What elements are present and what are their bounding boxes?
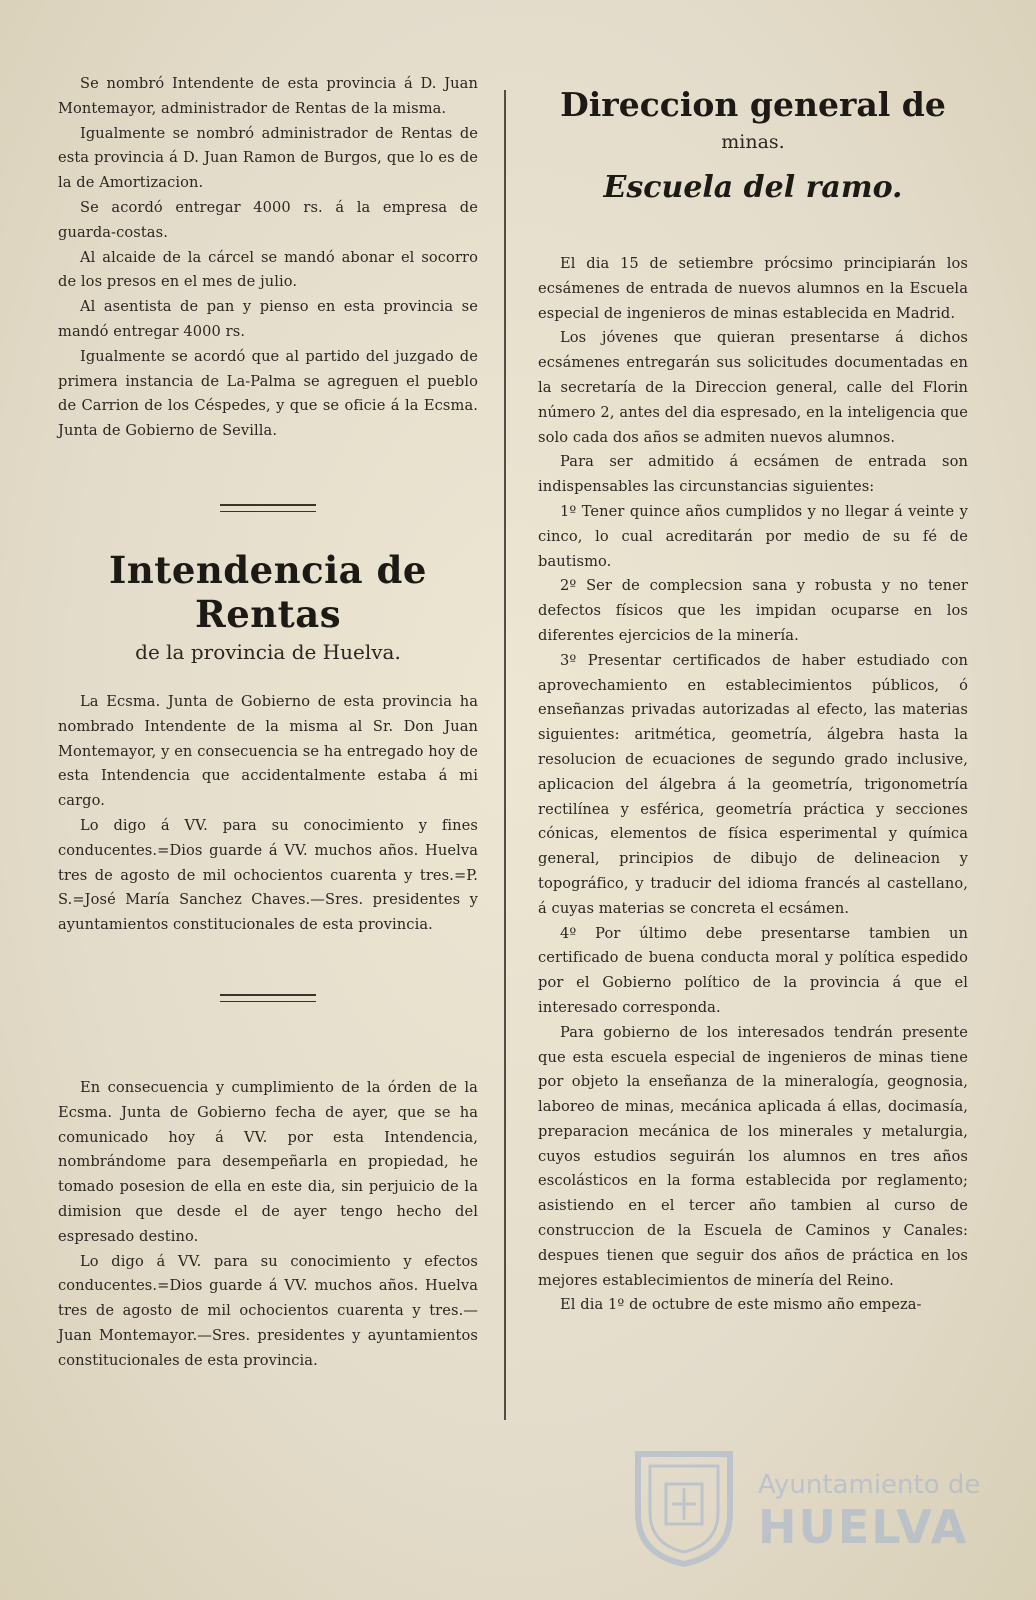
left-column — [58, 72, 478, 1373]
watermark-line2: HUELVA — [758, 1500, 969, 1554]
list-item-1: 1º Tener quince años cumplidos y no llegar á veinte y cinco, lo cual acreditarán por medio de su fé de bautismo. — [538, 502, 968, 570]
paragraph-ecsamenes: El dia 15 de setiembre prócsimo principiarán los ecsámenes de entrada de nuevos alumnos en la Escuela especial de ingenieros de minas establecida en Madrid. — [538, 255, 968, 322]
section-heading-minas: minas. — [721, 131, 785, 153]
watermark — [618, 1442, 981, 1582]
paragraph-gobierno-interesados: Para gobierno de los interesados tendrán presente que esta escuela especial de ingenieros de minas tiene por objeto la enseñanza de la mineralogía, geognosia, laboreo de minas, mecánica aplicada á ellas, docimasía, preparacion mecánica de los minerales y metalurgia, cuyos estudios seguirán los alumnos en tres años escolásticos en la forma establecida por reglamento; asistiendo en el tercer año tambien al curso de construccion de la Escuela de Caminos y Canales: despues tienen que seguir dos años de práctica en los mejores establecimientos de minería del Reino. — [538, 1023, 968, 1289]
coat-of-arms-icon — [630, 1444, 738, 1568]
section-heading-intendencia: Intendencia de Rentas — [109, 547, 427, 636]
list-item-4: 4º Por último debe presentarse tambien un certificado de buena conducta moral y política espedido por el Gobierno político de la provincia á que el interesado corresponda. — [538, 924, 968, 1016]
paragraph-requisitos: Para ser admitido á ecsámen de entrada son indispensables las circunstancias siguientes: — [538, 453, 968, 496]
column-divider — [504, 90, 506, 1420]
section-separator — [220, 994, 316, 1002]
paragraph-guarda-costas: Se acordó entregar 4000 rs. á la empresa de guarda-costas. — [58, 198, 478, 241]
paragraph-octubre: El dia 1º de octubre de este mismo año empeza- — [560, 1296, 922, 1314]
watermark-line1: Ayuntamiento de — [758, 1470, 981, 1500]
paragraph-junta-nombramiento: La Ecsma. Junta de Gobierno de esta provincia ha nombrado Intendente de la misma al Sr. Don Juan Montemayor, y en consecuencia se ha entregado hoy de esta Intendencia que accidentalmente estaba á mi cargo. — [58, 692, 478, 810]
paragraph-jovenes: Los jóvenes que quieran presentarse á dichos ecsámenes entregarán sus solicitudes documentadas en la secretaría de la Direccion general, calle del Florin número 2, antes del dia espresado, en la inteligencia que solo cada dos años se admiten nuevos alumnos. — [538, 329, 968, 446]
paragraph-consecuencia: En consecuencia y cumplimiento de la órden de la Ecsma. Junta de Gobierno fecha de ayer, que se ha comunicado hoy á VV. por esta Intendencia, nombrándome para desempeñarla en propiedad, he tomado posesion de ella en este dia, sin perjuicio de la dimision que desde el de ayer tengo hecho del espresado destino. — [58, 1078, 478, 1245]
section-title-escuela: Escuela del ramo. — [603, 170, 903, 205]
paragraph-alcaide: Al alcaide de la cárcel se mandó abonar el socorro de los presos en el mes de julio. — [58, 248, 478, 291]
section-subheading-provincia: de la provincia de Huelva. — [135, 639, 401, 664]
list-item-2: 2º Ser de complecsion sana y robusta y no tener defectos físicos que les impidan ocuparse en los diferentes ejercicios de la minería. — [538, 577, 968, 644]
section-separator — [220, 504, 316, 512]
paragraph-administrador: Igualmente se nombró administrador de Rentas de esta provincia á D. Juan Ramon de Burgos, que lo es de la de Amortizacion. — [58, 124, 478, 192]
section-heading-direccion: Direccion general de — [560, 85, 946, 124]
paragraph-asentista: Al asentista de pan y pienso en esta provincia se mandó entregar 4000 rs. — [58, 298, 478, 340]
list-item-3: 3º Presentar certificados de haber estudiado con aprovechamiento en establecimientos públicos, ó enseñanzas privadas autorizadas al efecto, las materias siguientes: aritmética, geometría, álgebra hasta la resolucion de ecuaciones de segundo grado inclusive, aplicacion del álgebra á la geometría, trigonometría rectilínea y esférica, geometría práctica y secciones cónicas, elementos de física esperimental y química general, principios de dibujo de delineacion y topográfico, y traducir del idioma francés al castellano, á cuyas materias se concreta el ecsámen. — [538, 651, 968, 917]
paragraph-intendente: Se nombró Intendente de esta provincia á D. Juan Montemayor, administrador de Rentas de la misma. — [58, 75, 478, 117]
paragraph-lo-digo-1: Lo digo á VV. para su conocimiento y fines conducentes.=Dios guarde á VV. muchos años. Huelva tres de agosto de mil ochocientos cuarenta y tres.=P. S.=José María Sanchez Chaves.—Sres. presidentes y ayuntamientos constitucionales de esta provincia. — [58, 816, 478, 934]
paragraph-lo-digo-2: Lo digo á VV. para su conocimiento y efectos conducentes.=Dios guarde á VV. muchos años. Huelva tres de agosto de mil ochocientos cuarenta y tres.—Juan Montemayor.—Sres. presidentes y ayuntamientos constitucionales de esta provincia. — [58, 1252, 478, 1369]
paragraph-partido-juzgado: Igualmente se acordó que al partido del juzgado de primera instancia de La-Palma se agreguen el pueblo de Carrion de los Céspedes, y que se oficie á la Ecsma. Junta de Gobierno de Sevilla. — [58, 347, 478, 440]
right-column — [538, 72, 968, 1318]
